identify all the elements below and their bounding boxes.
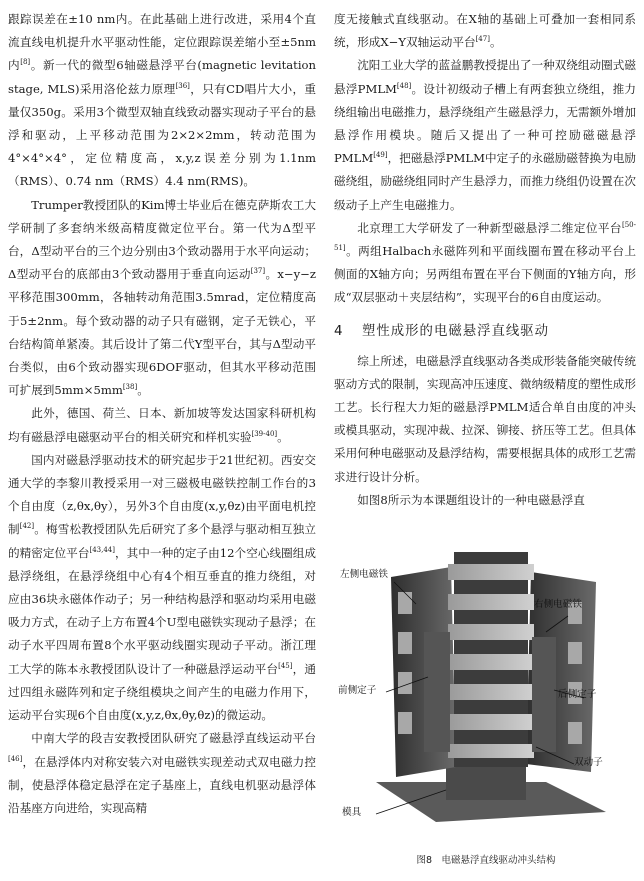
paragraph [8, 402, 316, 448]
label-front-stator: 前侧定子 [338, 685, 377, 696]
citation: [39-40] [251, 429, 278, 438]
paragraph-text: ，把磁悬浮PMLM中定子的永磁励磁替换为电励磁绕组，励磁绕组同时产生悬浮力，而推力绕组仍设置在次级动子上产生电磁推力。 [334, 151, 636, 212]
citation: [47] [475, 35, 490, 44]
citation: [49] [373, 151, 388, 160]
paragraph-text: 。 [489, 35, 502, 50]
section-number: 4 [334, 323, 344, 339]
paragraph-text: 。 [277, 429, 289, 444]
left-column [8, 8, 316, 820]
paragraph [334, 54, 636, 216]
paragraph-text: 。设计初级动子槽上有两套独立绕组，推力绕组输出电磁推力，悬浮绕组产生磁悬浮力，无需额外增加悬浮作用模块。随后又提出了一种可控励磁磁悬浮PMLM [334, 81, 636, 166]
paragraph-text: 北京理工大学研发了一种新型磁悬浮二维定位平台 [357, 220, 622, 235]
paragraph [334, 217, 636, 310]
citation: [37] [250, 267, 266, 276]
paragraph-text: 。新一代的微型6轴磁悬浮平台(magnetic levitation stage, MLS)采用洛伦兹力原理 [8, 58, 316, 96]
label-rear-stator: 后侧定子 [558, 689, 597, 700]
paragraph-text: 综上所述，电磁悬浮直线驱动各类成形装备能突破传统驱动方式的限制，实现高冲压速度、微纳级精度的塑性成形工艺。长行程大力矩的磁悬浮PMLM适合单自由度的冲头或模具驱动，实现冲裁、拉深、铆接、挤压等工艺。但具体采用何种电磁驱动及悬浮结构，需要根据具体的成形工艺需求进行设计分析。 [334, 353, 636, 484]
figure-8 [336, 532, 636, 842]
citation: [43,44] [89, 545, 115, 554]
citation: [38] [122, 383, 138, 392]
label-left-magnet: 左侧电磁铁 [340, 569, 388, 580]
paragraph-text: 中南大学的段吉安教授团队研究了磁悬浮直线运动平台 [31, 731, 316, 746]
paragraph-text: 沈阳工业大学的蓝益鹏教授提出了一种双绕组动圈式磁悬浮PMLM [334, 58, 636, 96]
paragraph-text: ，在悬浮体内对称安装六对电磁铁实现差动式双电磁力控制，使悬浮体稳定悬浮在定子基座上，直线电机驱动悬浮体沿基座方向进给，实现高精 [8, 754, 316, 815]
label-die: 模具 [342, 807, 362, 818]
figure-caption: 图8 电磁悬浮直线驱动冲头结构 [416, 855, 556, 866]
label-mover: 双动子 [574, 757, 603, 768]
paragraph-text: 。梅雪松教授团队先后研究了多个悬浮与驱动相互独立的精密定位平台 [8, 522, 316, 560]
paragraph-text: 。 [137, 383, 149, 398]
paragraph [334, 350, 636, 489]
rear-stator-shape [532, 637, 556, 752]
paragraph-text: 如图8所示为本课题组设计的一种电磁悬浮直 [357, 492, 585, 507]
citation: [48] [396, 81, 412, 90]
paragraph-text: 。x−y−z平移范围300mm，各轴转动角范围3.5mrad，定位精度高于5±2nm。每个致动器的动子只有磁钢，定子无铁心，平台结构简单紧凑。其后设计了第二代Y型平台，其与Δ型动平台类似，由6个致动器实现6DOF驱动，但其水平移动范围可扩展到5mm×5mm [8, 267, 316, 398]
paragraph-text: 国内对磁悬浮驱动技术的研究起步于21世纪初。西安交通大学的李黎川教授采用一对三磁极电磁铁控制工作台的3个自由度（z,θx,θy），另外3个自由度(x,y,θz)由平面电机控制 [8, 452, 316, 537]
paragraph [334, 489, 636, 512]
paragraph [8, 727, 316, 820]
paragraph-text: 度无接触式直线驱动。在X轴的基础上可叠加一套相同系统，形成X−Y双轴运动平台 [334, 12, 636, 50]
paragraph-text: 跟踪误差在±10 nm内。在此基础上进行改进，采用4个直流直线电机提升水平驱动性能，定位跟踪误差缩小至±5nm内 [8, 12, 316, 73]
paragraph-text: ，其中一种的定子由12个空心线圈组成悬浮绕组，在悬浮绕组中心有4个相互垂直的推力绕组，对应由36块永磁体作动子；另一种结构悬浮和驱动均采用电磁吸力方式，在动子上方布置4个U型电磁铁实现动子悬浮；在动子水平四周布置8个水平驱动线圈实现动子平动。浙江理工大学的陈本永教授团队设计了一种磁悬浮运动平台 [8, 545, 316, 676]
citation: [42] [19, 522, 35, 531]
citation: [45] [278, 661, 293, 670]
paragraph [8, 8, 316, 194]
right-column-paragraphs [334, 8, 636, 310]
front-stator-shape [424, 632, 450, 752]
paragraph [8, 449, 316, 727]
citation: [46] [8, 754, 23, 763]
paragraph-text: Trumper教授团队的Kim博士毕业后在德克萨斯农工大学研制了多套纳米级高精度微定位平台。第一代为Δ型平台，Δ型动平台的三个边分别由3个致动器用于水平向运动；Δ型动平台的底部由3个致动器用于垂直向运动 [8, 197, 316, 282]
citation: [50-51] [334, 220, 636, 253]
paragraph-text: 此外，德国、荷兰、日本、新加坡等发达国家科研机构均有磁悬浮电磁驱动平台的相关研究和样机实验 [8, 406, 316, 444]
citation: [36] [175, 81, 190, 90]
paragraph-text: ，只有CD唱片大小，重量仅350g。采用3个微型双轴直线致动器实现动子平台的悬浮和驱动，上平移动范围为2×2×2mm，转动范围为4°×4°×4°，定位精度高，x,y,z误差分别为1.1nm（RMS）、0.74 nm（RMS）4.4 nm(RMS)。 [8, 81, 316, 189]
right-column [334, 8, 636, 512]
paragraph-text: 。两组Halbach永磁阵列和平面线圈布置在移动平台上侧面的X轴方向；另两组布置在平台下侧面的Y轴方向，形成“双层驱动＋夹层结构”，实现平台的6自由度运动。 [334, 244, 636, 305]
citation: [8] [20, 58, 31, 67]
section-heading [334, 320, 636, 344]
paragraph [334, 8, 636, 54]
section-paragraphs [334, 350, 636, 512]
paragraph-text: ，通过四组永磁阵列和定子绕组模块之间产生的电磁力作用下，运动平台实现6个自由度(x,y,z,θx,θy,θz)的微运动。 [8, 661, 316, 723]
label-right-magnet: 右侧电磁铁 [534, 599, 582, 610]
paragraph [8, 194, 316, 403]
section-title: 塑性成形的电磁悬浮直线驱动 [362, 323, 550, 339]
